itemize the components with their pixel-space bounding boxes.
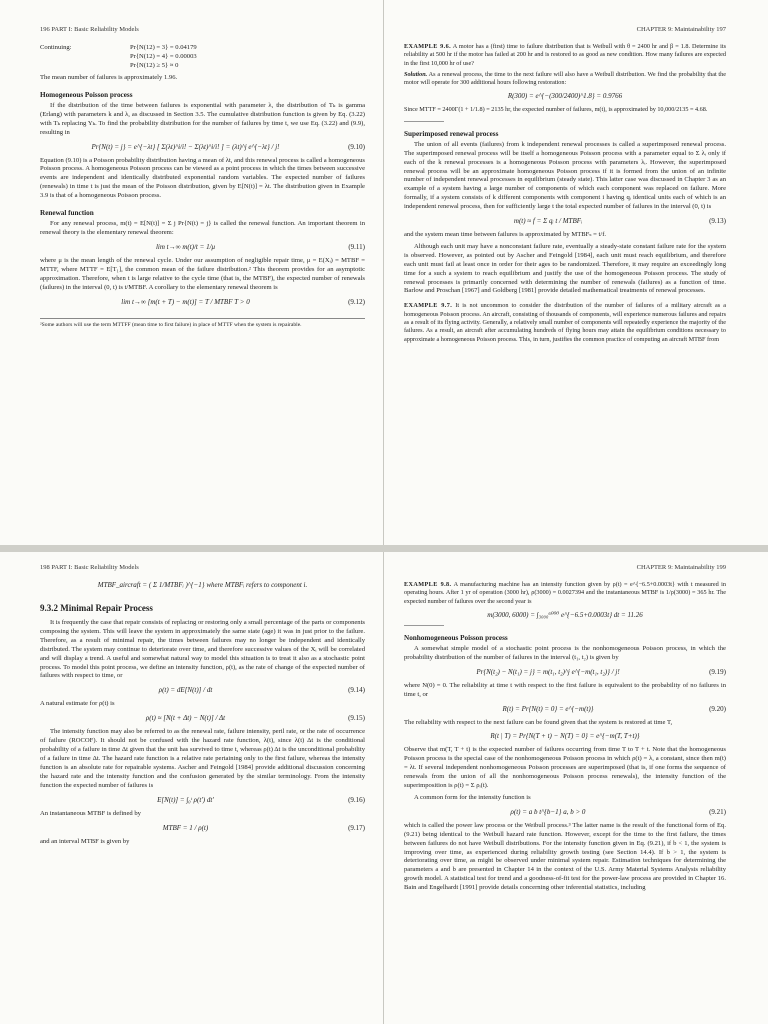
paragraph: The intensity function may also be referred to as the renewal rate, failure intensity, peril rate, or the rate of occurrence of failure (ROCOF). It should not be confused with the hazard rate function, λ(t), since λ(t) Δt is the conditional probability of a failure in time Δt given that the unit has survived to time t, whereas ρ(t) Δt is the unconditional probability of a failure in time Δt. The hazard rate function is a relative rate pertaining only to the first failure, whereas the intensity function is an absolute rate for repairable systems. Ascher and Feingold [1984] provide additional discussion concerning the hazard rate and the intensity function and the confusion generated by the similar terminology. From the intensity function the expected number of failures is bbox=[40, 728, 365, 789]
page-197 bbox=[384, 0, 768, 545]
section-heading: Homogeneous Poisson process bbox=[40, 90, 133, 99]
footnote: ²Some authors will use the term MTTFF (mean time to first failure) in place of MTTF when the system is repairable. bbox=[40, 318, 365, 329]
paragraph: For any renewal process, m(t) = E[N(t)] = Σ j Pr{N(t) = j} is called the renewal function. An important theorem in renewal theory is the elementary renewal theorem: bbox=[40, 220, 365, 236]
aircraft-mtbf-equation bbox=[40, 581, 365, 589]
paragraph: An instantaneous MTBF is defined by bbox=[40, 809, 141, 817]
section-heading: Nonhomogeneous Poisson process bbox=[404, 633, 508, 642]
equation-body: Pr{N(t) = j} = e^{−λt} [ Σ(λt)^i/i! − Σ(λt)^i/i! ] = (λt)^j e^{−λt} / j! bbox=[91, 142, 280, 151]
equation-9-16 bbox=[40, 796, 365, 804]
equation-body: R(t | T) = Pr{N(T + t) − N(T) = 0} = e^{−m(T, T+t)} bbox=[490, 732, 640, 741]
paragraph: If the distribution of the time between failures is exponential with parameter λ, the distribution of Tₖ is gamma (Erlang) with parameters k and λ, as discussed in Section 3.5. The cumulative distribution function is given by Eq. (3.22) with Tₖ replacing Yₖ. To find the probability distribution for the number of failures by time t, we use Eq. (3.22) and (9.9), resulting in bbox=[40, 101, 365, 136]
paragraph: where μ is the mean length of the renewal cycle. Under our assumption of negligible repair time, μ = E(Xᵢ) = MTBF = MTTF, where MTTF = E[T₁], the common mean of the failure distribution.² This theorem provides for an asymptotic approximation. Therefore, when t is large relative to the cycle time (that is, the MTBF), the expected number of renewals (failures) in the interval (0, t) is t/MTBF. A corollary to the elementary renewal theorem is bbox=[40, 256, 365, 291]
page-header bbox=[40, 26, 365, 33]
example-text: A manufacturing machine has an intensity function given by ρ(t) = e^{−6.5+0.0003t} with t measured in operating hours. After 1 yr of operation (3000 hr), ρ(3000) = 0.0027394 and the instantaneous MTBF is 1/ρ(3000) = 365 hr. The expected number of failures over the second year is bbox=[404, 581, 726, 605]
equation-body: MTBF_aircraft = ( Σ 1/MTBFᵢ )^{−1} where MTBFᵢ refers to component i. bbox=[97, 581, 308, 589]
paragraph: A somewhat simple model of a stochastic point process is the nonhomogeneous Poisson process, in which the probability distribution of the number of failures in the interval (t₁, t₂) is given by bbox=[404, 644, 726, 661]
section-heading: 9.3.2 Minimal Repair Process bbox=[40, 603, 153, 613]
equation-number: (9.10) bbox=[348, 142, 365, 151]
page-header bbox=[40, 564, 365, 571]
equation-body: R(t) = Pr{N(t) = 0} = e^{−m(t)} bbox=[502, 704, 594, 713]
divider bbox=[404, 625, 444, 626]
example-text: A motor has a (first) time to failure distribution that is Weibull with θ = 2400 hr and β = 1.8. Determine its reliability at 500 hr if the motor has failed at 200 hr and is restored to as good as new condition. How many failures are expected in the first 10,000 hr of use? bbox=[404, 43, 726, 67]
equation-body: lim t→∞ [m(t + T) − m(t)] = T / MTBF T > 0 bbox=[121, 297, 250, 306]
equation-body: ρ(t) ≈ [N(t + Δt) − N(t)] / Δt bbox=[145, 714, 226, 723]
equation-9-15 bbox=[40, 714, 365, 722]
section-heading: Superimposed renewal process bbox=[404, 129, 499, 138]
page-header bbox=[404, 564, 726, 571]
equation-number: (9.16) bbox=[348, 795, 365, 804]
equation-body: Pr{N(t₂) − N(t₁) = j} = m(t₁, t₂)^j e^{−m(t₁, t₂)} / j! bbox=[476, 667, 620, 676]
equation-body: MTBF = 1 / ρ(t) bbox=[162, 823, 209, 832]
paragraph: where N(0) = 0. The reliability at time t with respect to the first failure is equivalent to the probability of no failures in time t, or bbox=[404, 681, 726, 698]
paragraph: Since MTTF = 2400Γ(1 + 1/1.8) = 2135 hr, the expected number of failures, m(t), is approximated by 10,000/2135 = 4.68. bbox=[404, 106, 708, 114]
paragraph: Observe that m(T, T + t) is the expected number of failures occurring from time T to T + t. Note that the homogeneous Poisson process is the special case of the nonhomogeneous Poisson process in which ρ(t) = λ, a constant, since then m(t) = λt. If several independent nonhomogeneous Poisson processes are superimposed (that is, if one forms the sequence of renewals from the union of all the nonhomogeneous Poisson process renewals), the intensity function of the superimposition is ρ(t) = Σ ρᵢ(t). bbox=[404, 746, 726, 790]
equation-9-20 bbox=[404, 705, 726, 713]
page-199 bbox=[384, 552, 768, 1024]
equation-body: E[N(t)] = ∫₀ᵗ ρ(t′) dt′ bbox=[157, 795, 214, 804]
solution-text: As a renewal process, the time to the next failure will also have a Weibull distribution. We find the probability that the motor will operate for 300 additional hours following restoration: bbox=[404, 70, 726, 87]
example-9-7 bbox=[404, 302, 726, 343]
example-9-8 bbox=[404, 581, 726, 606]
reliability-restored-equation bbox=[404, 732, 726, 740]
equation-number: (9.19) bbox=[709, 667, 726, 676]
paragraph: The mean number of failures is approximately 1.96. bbox=[40, 74, 178, 81]
prob-line: Pr{N(12) = 4} = 0.00003 bbox=[130, 53, 197, 60]
solution-equation bbox=[404, 92, 726, 100]
equation-number: (9.20) bbox=[709, 704, 726, 713]
paragraph: The reliability with respect to the next failure can be found given that the system is restored at time T, bbox=[404, 718, 673, 726]
equation-body: ρ(t) = dE[N(t)] / dt bbox=[158, 686, 213, 695]
equation-9-12 bbox=[40, 298, 365, 306]
example-label: EXAMPLE 9.6. bbox=[404, 43, 452, 50]
equation-9-14 bbox=[40, 686, 365, 694]
continuing-block bbox=[40, 43, 365, 70]
paragraph: and the system mean time between failures is approximated by MTBFₛ = t/f. bbox=[404, 231, 607, 239]
equation-body: m(3000, 6000) = ∫₃₀₀₀⁶⁰⁰⁰ e^{−6.5+0.0003t} dt = 11.26 bbox=[487, 610, 643, 619]
section-heading: Renewal function bbox=[40, 209, 94, 218]
example-label: EXAMPLE 9.8. bbox=[404, 581, 452, 588]
example-text: It is not uncommon to consider the distribution of the number of failures of a military aircraft as a homogeneous Poisson process. An aircraft, consisting of thousands of components, will experience numerous failures and repairs as a result of its flying activity. Generally, a relatively small number of components will repeatedly experience the majority of the failures. As a result, an aircraft after accumulating hundreds of flying hours may attain the equilibrium conditions necessary to approximate a homogeneous Poisson process. This, in turn, justifies the common practice of computing an aircraft MTBF from bbox=[404, 302, 727, 343]
page-gutter bbox=[0, 545, 768, 552]
prob-line: Pr{N(12) ≥ 5} ≈ 0 bbox=[130, 62, 179, 69]
running-head: CHAPTER 9: Maintainability 199 bbox=[636, 564, 726, 571]
running-head: 196 PART I: Basic Reliability Models bbox=[40, 26, 139, 33]
paragraph: A natural estimate for ρ(t) is bbox=[40, 700, 115, 708]
page-196 bbox=[0, 0, 384, 545]
equation-9-19 bbox=[404, 668, 726, 676]
equation-number: (9.11) bbox=[348, 242, 365, 251]
equation-9-13 bbox=[404, 217, 726, 225]
solution-label: Solution. bbox=[404, 70, 428, 78]
paragraph: Equation (9.10) is a Poisson probability distribution having a mean of λt, and this renewal process is called a homogeneous Poisson process. A homogeneous Poisson process can be viewed as a point process in which the times between successive events are independent and identically distributed exponential random variables. The expected number of failures (renewals) in time t is just the mean of the Poisson distribution, given by E[N(t)] = λt. The distribution given in Example 3.9 is that of a homogeneous Poisson process. bbox=[40, 156, 365, 200]
running-head: 198 PART I: Basic Reliability Models bbox=[40, 564, 139, 571]
continuing-label: Continuing: bbox=[40, 44, 72, 51]
equation-9-10 bbox=[40, 143, 365, 151]
equation-number: (9.17) bbox=[348, 823, 365, 832]
equation-number: (9.14) bbox=[348, 686, 365, 695]
paragraph: which is called the power law process or the Weibull process.³ The latter name is the result of the functional form of Eq. (9.21) being identical to the Weibull hazard rate function. However, except for the time to the first failure, the times between failures do not have Weibull distributions. For the intensity function given in Eq. (9.21), if b < 1, the system is improving over time, as experienced during reliability growth testing (see Section 14.4). If b > 1, the system is deteriorating over time, as might be observed under minimal system repair. Estimation techniques for determining the parameters a and b are presented in Chapter 14 in the context of the U.S. Army Material Systems Analysis reliability growth model. A statistical test for trend and a goodness-of-fit test for the power-law process are provided in Chapter 16. Bain and Engelhardt [1991] provide details concerning other inferential statistics, including bbox=[404, 821, 726, 892]
paragraph: It is frequently the case that repair consists of replacing or restoring only a small percentage of the parts or components composing the system. This will leave the system in approximately the same state (age) it was in just prior to the failure. Therefore, as a result of minimal repair, the times between failures may no longer be independent and identically distributed. The system may continue to deteriorate over time, and therefore successive values of the Xᵢ will be correlated and will display a trend. A useful and somewhat natural way to model this situation is to treat it also as a stochastic point process. To model this point process, we define an intensity function, ρ(t), as the rate of change of the expected number of failures with respect to time, or bbox=[40, 619, 365, 680]
page-header bbox=[404, 26, 726, 33]
example-9-6 bbox=[404, 43, 726, 68]
running-head: CHAPTER 9: Maintainability 197 bbox=[636, 26, 726, 33]
equation-9-11 bbox=[40, 243, 365, 251]
paragraph: A common form for the intensity function is bbox=[414, 793, 531, 801]
page-198 bbox=[0, 552, 384, 1024]
equation-number: (9.12) bbox=[348, 297, 365, 306]
equation-body: lim t→∞ m(t)/t = 1/μ bbox=[155, 242, 216, 251]
paragraph: Although each unit may have a nonconstant failure rate, eventually a steady-state constant failure rate for the system is observed. However, as pointed out by Ascher and Feingold [1984], each unit must reach equilibrium, and therefore each unit must fail at least once in order for their ages to be randomized. Therefore, it may require an exceedingly long time for a such a system to reach equilibrium and justify the use of the homogeneous Poisson process. The study of renewal processes is primarily concerned with determining the number of renewals (failures) as a function of time. Barlow and Proschan [1967] and Goldberg [1981] provide detailed mathematical treatments of renewal processes. bbox=[404, 242, 726, 295]
equation-9-17 bbox=[40, 824, 365, 832]
equation-body: R(300) = e^{−(300/2400)^1.8} = 0.9766 bbox=[507, 92, 623, 101]
paragraph: and an interval MTBF is given by bbox=[40, 837, 130, 845]
equation-body: ρ(t) = a b t^{b−1} a, b > 0 bbox=[510, 807, 586, 816]
equation-number: (9.21) bbox=[709, 807, 726, 816]
solution bbox=[404, 71, 726, 88]
equation-number: (9.13) bbox=[709, 217, 726, 226]
example-label: EXAMPLE 9.7. bbox=[404, 302, 453, 310]
prob-line: Pr{N(12) = 3} = 0.04179 bbox=[130, 44, 197, 51]
equation-number: (9.15) bbox=[348, 714, 365, 723]
paragraph: The union of all events (failures) from k independent renewal processes is called a superimposed renewal process. The superimposed renewal process will be itself a homogeneous Poisson process with a parameter equal to Σ λᵢ only if each of the k renewal processes is a homogeneous Poisson process with parameters λᵢ. However, the superimposed renewal process will be an approximate homogeneous Poisson process if it is formed from the union of an infinite number of independent renewal processes in equilibrium (steady state). This latter case was discussed in Chapter 3 as an example of a system having a large number of components of which each component was replaced on failure. More formally, if a system consists of k different components with component i having qᵢ identical units each of which is an independent renewal process, then for sufficiently large t the total expected number of failures in the interval (0, t) is bbox=[404, 140, 726, 211]
example-equation bbox=[404, 611, 726, 619]
equation-body: m(t) ≈ f = Σ qᵢ t / MTBFᵢ bbox=[513, 217, 583, 226]
equation-9-21 bbox=[404, 808, 726, 816]
divider bbox=[404, 121, 444, 122]
